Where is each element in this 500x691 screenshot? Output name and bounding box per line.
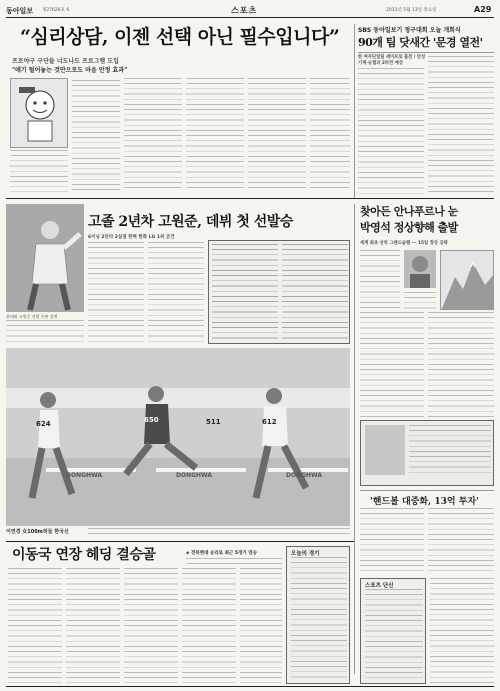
ad-text-lines bbox=[409, 425, 491, 475]
pitcher-photo-caption: 롯데와 고원준 선발 등판 장면 bbox=[6, 314, 58, 319]
masthead-issue: 제27626호 6 bbox=[42, 8, 70, 13]
top-headline: “심리상담, 이젠 선택 아닌 필수입니다” bbox=[20, 26, 340, 48]
section-rule-1 bbox=[6, 198, 494, 199]
right-top-col-2 bbox=[428, 56, 494, 194]
bib-1: 624 bbox=[36, 420, 51, 428]
masthead-logo: 동아일보 bbox=[6, 7, 34, 15]
right-top-col-1 bbox=[358, 68, 424, 194]
sports-briefs-title: 스포츠 단신 bbox=[365, 583, 394, 589]
banner-text-2: DONGHWA bbox=[176, 472, 213, 479]
middle-col-1 bbox=[88, 242, 144, 342]
bib-3: 511 bbox=[206, 418, 221, 426]
hurdles-caption: 이연경 女100m허들 한국신 bbox=[6, 529, 69, 535]
mountain-graphic bbox=[441, 251, 494, 310]
boxscore-lines-2 bbox=[282, 244, 348, 340]
mid-right-divider bbox=[354, 204, 355, 674]
bib-4: 612 bbox=[262, 418, 277, 426]
masthead-rule bbox=[6, 17, 494, 18]
pitcher-photo bbox=[6, 204, 84, 312]
masthead-date: 2013년 5월 13일 목요일 bbox=[386, 8, 437, 13]
hurdles-caption-lines bbox=[88, 528, 350, 538]
todays-games-title: 오늘의 경기 bbox=[291, 551, 320, 557]
top-story-col-6 bbox=[310, 78, 350, 192]
right-top-rule bbox=[358, 52, 494, 53]
bottom-right-col bbox=[430, 578, 494, 684]
top-right-divider bbox=[354, 24, 355, 199]
pitcher-graphic bbox=[6, 204, 84, 312]
right-mid-sub: 세계 최초 산악 그랜드슬램 ··· 15일 정상 공략 bbox=[360, 241, 448, 246]
bottom-col-1 bbox=[8, 568, 62, 684]
boxscore-lines-1 bbox=[212, 244, 278, 340]
banner-text-3: DONGHWA bbox=[286, 472, 323, 479]
right-lower-col-1 bbox=[360, 508, 424, 574]
climber-photo bbox=[404, 250, 436, 288]
ad-image bbox=[365, 425, 405, 475]
top-story-col-3 bbox=[124, 78, 182, 192]
bottom-col-4 bbox=[182, 568, 236, 684]
mountain-map bbox=[440, 250, 494, 310]
todays-games-lines bbox=[291, 557, 347, 681]
section-title: 스포츠 bbox=[231, 6, 258, 15]
sports-briefs-lines bbox=[365, 589, 423, 681]
bottom-headline: 이동국 연장 헤딩 결승골 bbox=[12, 547, 156, 563]
right-top-headline: 90개 팀 닷새간 '문경 열전' bbox=[358, 36, 483, 49]
right-mid-col-1 bbox=[360, 250, 400, 310]
section-rule-2 bbox=[6, 541, 354, 542]
right-top-kicker: SBS 동아일보기 정구대회 오늘 개회식 bbox=[358, 27, 461, 34]
top-story-col-2 bbox=[10, 150, 68, 192]
bib-2: 650 bbox=[144, 416, 159, 424]
middle-subhead: 6이닝 2안타 2실점 완벽 한화 LG 1위 굳건 bbox=[88, 235, 175, 240]
middle-col-2 bbox=[148, 242, 204, 342]
page-bottom-rule bbox=[6, 686, 494, 687]
top-story-col-1 bbox=[72, 80, 120, 192]
page-number: A29 bbox=[474, 5, 492, 14]
advertisement-box bbox=[360, 420, 494, 486]
todays-games-box bbox=[286, 546, 350, 684]
top-story-col-4 bbox=[186, 78, 244, 192]
right-mid-col-3 bbox=[360, 312, 424, 418]
bottom-subhead: ◈ 전북현대 승리로 최근 5경기 연승 bbox=[186, 551, 257, 556]
bottom-col-3 bbox=[124, 568, 178, 684]
top-story-col-5 bbox=[248, 78, 306, 192]
cartoon-illustration bbox=[10, 78, 68, 148]
pitcher-caption-lines bbox=[6, 320, 84, 342]
bottom-col-5 bbox=[240, 568, 282, 684]
climber-graphic bbox=[404, 250, 436, 288]
right-top-subhead: 한 여자단일팀 세미프로 출전 / 안성기계·농협과 2파전 예상 bbox=[358, 55, 426, 66]
masthead bbox=[6, 5, 494, 17]
right-lower-col-2 bbox=[428, 508, 494, 574]
top-lead: 프로야구 구단들 너도나도 프로그램 도입 bbox=[12, 58, 119, 65]
right-mid-rule bbox=[360, 490, 494, 491]
hurdles-photo bbox=[6, 348, 350, 526]
middle-headline: 고졸 2년차 고원준, 데뷔 첫 선발승 bbox=[88, 214, 293, 230]
right-mid-headline-2: 박영석 정상향해 출발 bbox=[360, 221, 458, 234]
right-ad-headline: '핸드볼 대중화, 13억 투자' bbox=[370, 497, 479, 507]
bottom-sub-lines bbox=[186, 558, 282, 566]
bottom-col-2 bbox=[66, 568, 120, 684]
hurdles-graphic bbox=[6, 348, 350, 526]
boxscore-panel bbox=[208, 240, 350, 344]
right-mid-headline: 찾아든 안나푸르나 눈 bbox=[360, 205, 458, 218]
cartoon-graphic bbox=[11, 79, 68, 148]
right-mid-col-2 bbox=[404, 292, 436, 310]
top-lead-sub: "애기 털어놓는 것만으로도 마음 안정 효과" bbox=[12, 67, 128, 74]
banner-text-1: DONGHWA bbox=[66, 472, 103, 479]
right-mid-col-4 bbox=[428, 312, 494, 418]
sports-briefs-box bbox=[360, 578, 426, 684]
